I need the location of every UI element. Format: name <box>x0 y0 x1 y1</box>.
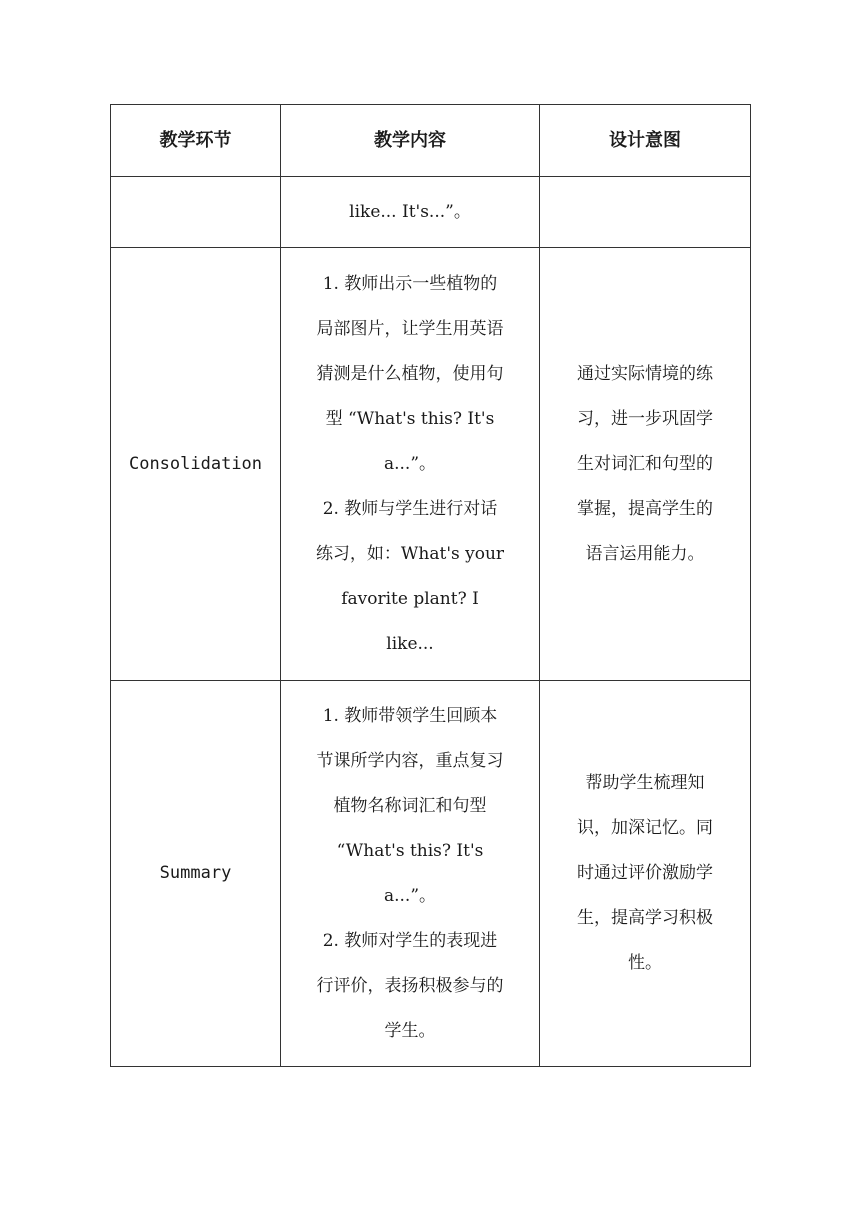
stage-cell <box>111 177 281 248</box>
content-line: 猜测是什么植物，使用句 <box>316 363 504 384</box>
content-line: 学生。 <box>384 1020 436 1041</box>
content-line: like... <box>386 633 434 654</box>
header-intent: 设计意图 <box>540 105 751 177</box>
content-line: a...”。 <box>383 885 437 906</box>
content-line: 节课所学内容，重点复习 <box>316 750 504 771</box>
content-line: 局部图片，让学生用英语 <box>316 318 504 339</box>
intent-line: 帮助学生梳理知 <box>585 773 705 793</box>
intent-lines <box>556 352 734 577</box>
table-row <box>111 681 751 1067</box>
content-line: 2. 教师对学生的表现进 <box>322 930 498 951</box>
intent-lines <box>556 761 734 986</box>
content-line: 植物名称词汇和句型 <box>333 795 487 816</box>
intent-line: 识，加深记忆。同 <box>577 818 713 838</box>
content-line: favorite plant? I <box>341 588 479 609</box>
content-lines <box>297 694 523 1054</box>
content-line: 行评价，表扬积极参与的 <box>316 975 504 996</box>
intent-line: 时通过评价激励学 <box>577 863 713 883</box>
intent-line: 语言运用能力。 <box>585 543 705 564</box>
content-cell <box>281 248 540 681</box>
table-row <box>111 248 751 681</box>
content-cell <box>281 681 540 1067</box>
table-row <box>111 177 751 248</box>
header-stage: 教学环节 <box>111 105 281 177</box>
content-cell: like... It's...”。 <box>281 177 540 248</box>
table-header-row <box>111 105 751 177</box>
intent-cell <box>540 248 751 681</box>
intent-cell <box>540 177 751 248</box>
content-line: a...”。 <box>383 453 437 474</box>
content-line: 练习，如：What's your <box>315 543 505 564</box>
intent-line: 通过实际情境的练 <box>577 363 713 384</box>
intent-line: 生对词汇和句型的 <box>577 453 713 474</box>
intent-line: 性。 <box>628 953 662 973</box>
content-lines <box>297 262 523 667</box>
content-line: 型 “What's this? It's <box>325 408 495 429</box>
header-content: 教学内容 <box>281 105 540 177</box>
intent-line: 生，提高学习积极 <box>577 908 713 928</box>
intent-line: 习，进一步巩固学 <box>577 408 713 429</box>
lesson-plan-table <box>110 104 751 1067</box>
content-line: 2. 教师与学生进行对话 <box>322 498 498 519</box>
content-line: “What's this? It's <box>336 840 484 861</box>
content-line: 1. 教师带领学生回顾本 <box>322 705 498 726</box>
stage-cell: Consolidation <box>111 248 281 681</box>
stage-cell: Summary <box>111 681 281 1067</box>
intent-line: 掌握，提高学生的 <box>577 498 713 519</box>
intent-cell <box>540 681 751 1067</box>
content-line: 1. 教师出示一些植物的 <box>322 273 498 294</box>
